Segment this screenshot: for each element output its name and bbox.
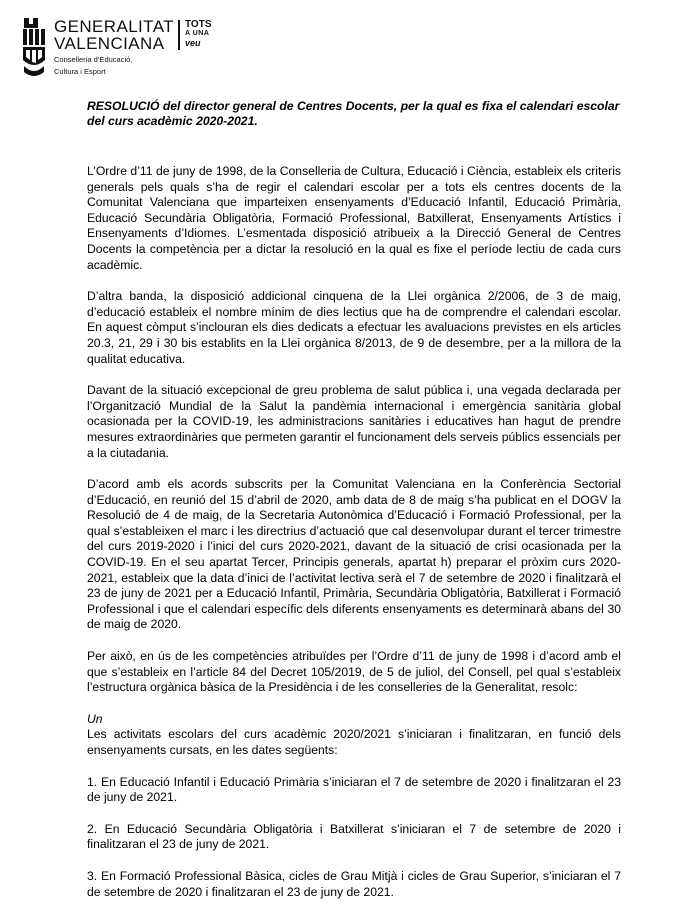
- slogan-line1: TOTS: [185, 19, 212, 30]
- list-item-2: 2. En Educació Secundària Obligatòria i Batxillerat s’iniciaran el 7 de setembre de 2020 i finalitzaran el 23 de juny de 2021.: [87, 821, 621, 852]
- dept-name-line1: Conselleria d’Educació,: [54, 55, 133, 64]
- slogan-line3: veu: [185, 38, 201, 48]
- org-name-line1: GENERALITAT: [54, 17, 174, 36]
- brand-block: [54, 18, 174, 76]
- list-item-1: 1. En Educació Infantil i Educació Primària s’iniciaran el 7 de setembre de 2020 i finalitzaran el 23 de juny de 2021.: [87, 774, 621, 805]
- coat-of-arms-icon: [20, 16, 48, 80]
- paragraph-3: Davant de la situació excepcional de greu problema de salut pública i, una vegada declarada per l’Organització Mundial de la Salut la pandèmia internacional i emergència sanitària global ocasionada per la COVID-19, les administracions sanitàries i educatives han hagut de prendre mesures extraordinàries que permeten garantir el funcionament dels serveis públics essencials per a la ciutadania.: [87, 383, 621, 460]
- org-name-line2: VALENCIANA: [54, 34, 165, 53]
- dept-name-line2: Cultura i Esport: [54, 67, 106, 76]
- paragraph-1: L’Ordre d’11 de juny de 1998, de la Conselleria de Cultura, Educació i Ciència, estableix els criteris generals pels quals s’ha de regir el calendari escolar per a tots els centres docents de la Comunitat Valenciana que imparteixen ensenyaments d’Educació Infantil, Educació Primària, Educació Secundària Obligatòria, Formació Professional, Batxillerat, Ensenyaments Artístics i Ensenyaments d’Idiomes. L’esmentada disposició atribueix a la Direcció General de Centres Docents la competència per a dictar la resolució en la qual es fixe el període lectiu de cada curs acadèmic.: [87, 164, 621, 272]
- slogan-line2: A UNA: [185, 30, 210, 37]
- paragraph-5: Per això, en ús de les competències atribuïdes per l’Ordre d’11 de juny de 1998 i d’acord amb el que s’estableix en l’article 84 del Decret 105/2019, de 5 de juliol, del Consell, pel qual s’estableix l’estructura orgànica bàsica de la Presidència i de les conselleries de la Generalitat, resolc:: [87, 649, 621, 695]
- logo-divider: [178, 20, 180, 50]
- list-item-3: 3. En Formació Professional Bàsica, cicles de Grau Mitjà i cicles de Grau Superior, s’iniciaran el 7 de setembre de 2020 i finalitzaran el 23 de juny de 2021.: [87, 868, 621, 899]
- slogan: [185, 20, 211, 48]
- section-intro: Les activitats escolars del curs acadèmic 2020/2021 s’iniciaran i finalitzaran, en funció dels ensenyaments cursats, en les dates següents:: [87, 727, 621, 757]
- document-title: RESOLUCIÓ del director general de Centres Docents, per la qual es fixa el calendari escolar del curs acadèmic 2020-2021.: [87, 99, 620, 128]
- paragraph-2: D’altra banda, la disposició addicional cinquena de la Llei orgànica 2/2006, de 3 de maig, d’educació estableix el nombre mínim de dies lectius que ha de comprendre el calendari escolar. En aquest còmput s’inclouran els dies dedicats a efectuar les avaluacions previstes en els articles 20.3, 21, 29 i 30 bis establits en la Llei orgànica 8/2013, de 9 de desembre, per a la millora de la qualitat educativa.: [87, 289, 621, 366]
- document-body: [87, 164, 621, 916]
- paragraph-4: D’acord amb els acords subscrits per la Comunitat Valenciana en la Conferència Sectorial d’Educació, en reunió del 15 d’abril de 2020, amb data de 8 de maig s’ha publicat en el DOGV la Resolució de 4 de maig, de la Secretaria Autonòmica d’Educació i Formació Professional, per la qual s’estableixen el marc i les directrius d’actuació que cal desenvolupar durant el tercer trimestre del curs 2019-2020 i l’inici del curs 2020-2021, davant de la situació de crisi ocasionada per la COVID-19. En el seu apartat Tercer, Principis generals, apartat h) preparar el pròxim curs 2020-2021, estableix que la data d’inici de l’activitat lectiva serà el 7 de setembre de 2020 i finalitzarà el 23 de juny de 2021 per a Educació Infantil, Primària, Secundària Obligatòria, Batxillerat i Formació Professional i que el calendari específic dels diferents ensenyaments es determinarà abans del 30 de maig de 2020.: [87, 477, 621, 632]
- section-heading: Un: [87, 711, 103, 726]
